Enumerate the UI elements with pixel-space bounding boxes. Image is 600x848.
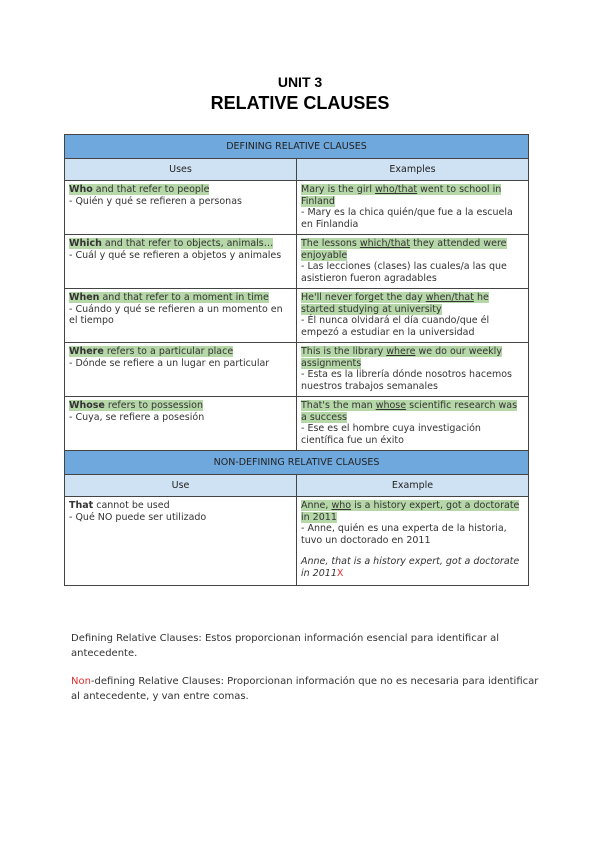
use-highlight <box>69 400 203 411</box>
example-text-end: they attended were enjoyable <box>301 238 507 261</box>
example-translation: - Esta es la librería dónde nosotros hacemos nuestros trabajos semanales <box>301 369 512 392</box>
example-cell <box>297 181 529 235</box>
example-highlight <box>301 346 502 369</box>
table-row-whose <box>65 397 529 451</box>
unit-label: UNIT 3 <box>277 74 323 90</box>
defining-header-row <box>65 159 529 181</box>
non-defining-section-title: NON-DEFINING RELATIVE CLAUSES <box>65 451 529 475</box>
incorrect-example: Anne, that is a history expert, got a doctorate in 2011 <box>301 556 520 579</box>
example-highlight <box>301 500 519 523</box>
non-prefix: Non <box>71 676 91 687</box>
example-relative-word: where <box>386 346 416 357</box>
uses-column-header: Uses <box>65 159 297 181</box>
use-text: cannot be used <box>93 500 170 511</box>
table-row-which <box>65 235 529 289</box>
relative-pronoun: When <box>69 292 100 303</box>
page-title: RELATIVE CLAUSES <box>210 93 390 113</box>
example-translation: - Las lecciones (clases) las cuales/a las que asistieron fueron agradables <box>301 261 507 284</box>
example-cell <box>297 235 529 289</box>
defining-note: Defining Relative Clauses: Estos proporcionan información esencial para identificar al antecedente. <box>71 633 500 659</box>
example-cell <box>297 289 529 343</box>
example-text-start: This is the library <box>301 346 387 357</box>
example-text-start: He'll never forget the day <box>301 292 426 303</box>
example-text-end: is a history expert, got a doctorate in 2011 <box>301 500 520 523</box>
use-translation: - Cuya, se refiere a posesión <box>69 411 205 423</box>
use-highlight <box>69 184 209 195</box>
use-cell <box>65 181 297 235</box>
non-defining-note-text: -defining Relative Clauses: Proporcionan información que no es necesaria para identificar al antecedente, y van entre comas. <box>71 676 539 702</box>
example-relative-word: who <box>331 500 352 511</box>
example-text-end: we do our weekly assignments <box>301 346 502 369</box>
example-cell <box>297 397 529 451</box>
use-column-header: Use <box>65 475 297 497</box>
example-relative-word: when/that <box>425 292 474 303</box>
examples-column-header: Examples <box>297 159 529 181</box>
use-translation: - Cuál y qué se refieren a objetos y animales <box>69 249 282 261</box>
example-text-start: That's the man <box>301 400 376 411</box>
example-text-end: went to school in Finland <box>301 184 502 207</box>
example-cell <box>297 497 529 586</box>
use-translation: - Qué NO puede ser utilizado <box>69 511 207 523</box>
use-cell <box>65 343 297 397</box>
example-text-end: he started studying at university <box>301 292 489 315</box>
example-translation: - Ese es el hombre cuya investigación científica fue un éxito <box>301 423 481 446</box>
example-translation: - Él nunca olvidará el día cuando/que él empezó a estudiar en la universidad <box>301 315 490 338</box>
relative-pronoun: Whose <box>69 400 105 411</box>
use-cell <box>65 397 297 451</box>
use-translation: - Cuándo y qué se refieren a un momento en el tiempo <box>69 303 283 326</box>
use-highlight <box>69 292 269 303</box>
example-relative-word: which/that <box>359 238 411 249</box>
example-translation: - Anne, quién es una experta de la historia, tuvo un doctorado en 2011 <box>301 523 507 546</box>
table-row-who <box>65 181 529 235</box>
use-text: refers to a particular place <box>103 346 234 357</box>
example-cell <box>297 343 529 397</box>
example-text-start: The lessons <box>301 238 360 249</box>
table-row-when <box>65 289 529 343</box>
use-text: refers to possession <box>104 400 204 411</box>
use-cell <box>65 497 297 586</box>
example-column-header: Example <box>297 475 529 497</box>
relative-pronoun: Which <box>69 238 102 249</box>
table-row-where <box>65 343 529 397</box>
example-text-start: Mary is the girl <box>301 184 376 195</box>
example-text-end: scientific research was a success <box>301 400 518 423</box>
example-relative-word: who/that <box>375 184 418 195</box>
relative-pronoun: Where <box>69 346 104 357</box>
use-text: and that refer to people <box>92 184 210 195</box>
example-highlight <box>301 400 517 423</box>
example-translation: - Mary es la chica quién/que fue a la escuela en Finlandia <box>301 207 513 230</box>
use-translation: - Dónde se refiere a un lugar en particular <box>69 357 270 369</box>
relative-clauses-table <box>64 134 529 586</box>
example-highlight <box>301 238 507 261</box>
non-defining-header-row <box>65 475 529 497</box>
use-translation: - Quién y qué se refieren a personas <box>69 195 242 207</box>
use-text: and that refer to objects, animals… <box>101 238 274 249</box>
non-defining-note <box>71 674 541 704</box>
defining-section-title: DEFINING RELATIVE CLAUSES <box>65 135 529 159</box>
example-highlight <box>301 184 501 207</box>
use-text: and that refer to a moment in time <box>99 292 269 303</box>
table-row-that <box>65 497 529 586</box>
use-highlight <box>69 346 233 357</box>
example-relative-word: whose <box>375 400 407 411</box>
use-cell <box>65 289 297 343</box>
defining-section-row <box>65 135 529 159</box>
relative-pronoun: That <box>69 500 94 511</box>
example-text-start: Anne, <box>301 500 332 511</box>
use-highlight <box>69 238 273 249</box>
example-highlight <box>301 292 489 315</box>
incorrect-mark: X <box>336 567 344 579</box>
relative-pronoun: Who <box>69 184 93 195</box>
non-defining-section-row <box>65 451 529 475</box>
use-cell <box>65 235 297 289</box>
